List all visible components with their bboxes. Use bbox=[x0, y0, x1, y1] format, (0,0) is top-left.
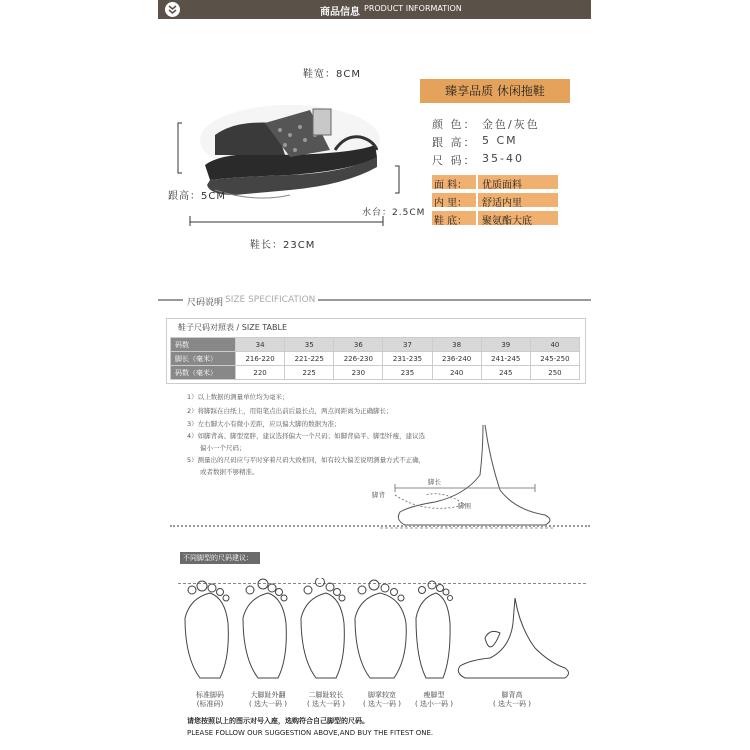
tagline: 臻享品质 休闲拖鞋 bbox=[445, 84, 545, 98]
suggestion-cn: 请您按照以上的图示对号入座，选购符合自己脚型的尺码。 bbox=[187, 717, 369, 725]
size-table-title: 鞋子尺码对照表 / SIZE TABLE bbox=[178, 323, 288, 332]
foot-measure-illustration bbox=[365, 420, 565, 530]
foot-types-illustration bbox=[180, 578, 580, 690]
lining-label: 内 里： bbox=[434, 198, 468, 209]
section-divider-right bbox=[318, 299, 591, 301]
dotted-divider bbox=[170, 525, 590, 527]
foot-length-label: 脚长 bbox=[428, 478, 441, 486]
foot-type-sub: ( 选大一码 ) bbox=[249, 700, 287, 708]
lining-value: 舒适内里 bbox=[482, 198, 522, 209]
table-cell: 40 bbox=[530, 338, 579, 352]
table-cell: 37 bbox=[383, 338, 432, 352]
note-2: 2）将脚踩在白纸上，用铅笔点出前后最长点，两点间距离为正确脚长； bbox=[187, 407, 393, 415]
note-4b: 偏小一个尺码； bbox=[200, 444, 246, 452]
table-cell: 220 bbox=[236, 366, 285, 380]
table-cell: 250 bbox=[530, 366, 579, 380]
table-row bbox=[171, 338, 580, 352]
foot-type-sub: ( 选大一码 ) bbox=[307, 700, 345, 708]
spec-color-value: 金色/灰色 bbox=[482, 118, 540, 131]
table-cell: 221-225 bbox=[285, 352, 334, 366]
foot-type-sub: ( 选大一码 ) bbox=[363, 700, 401, 708]
spec-size-label: 尺 码： bbox=[432, 154, 477, 167]
foot-type-label: 二脚趾较长 bbox=[308, 691, 344, 699]
foot-type-sub: ( 选大一码 ) bbox=[493, 700, 531, 708]
table-cell: 240 bbox=[432, 366, 481, 380]
foot-type-label: 脚背高 bbox=[501, 691, 523, 699]
table-cell: 39 bbox=[481, 338, 530, 352]
table-cell: 225 bbox=[285, 366, 334, 380]
spec-color-label: 颜 色： bbox=[432, 118, 477, 131]
foot-types-tag: 不同脚型的尺码建议： bbox=[183, 554, 253, 562]
table-cell: 34 bbox=[236, 338, 285, 352]
note-5: 5）测量出的尺码应与平时穿着尺码大致相同，如有较大偏差说明测量方式不正确， bbox=[187, 456, 426, 464]
foot-type-label: 脚掌较宽 bbox=[368, 691, 396, 699]
header-title-cn: 商品信息 bbox=[320, 7, 360, 18]
row-header: 码数 bbox=[171, 338, 236, 352]
table-cell: 241-245 bbox=[481, 352, 530, 366]
spec-heel-value: 5 CM bbox=[482, 134, 518, 147]
foot-height-label: 脚背 bbox=[372, 491, 385, 499]
foot-type-label: 瘦脚型 bbox=[423, 691, 445, 699]
chevron-down-icon bbox=[165, 2, 180, 17]
table-cell: 235 bbox=[383, 366, 432, 380]
size-section-title-cn: 尺码说明 bbox=[187, 298, 224, 308]
header-title-en: PRODUCT INFORMATION bbox=[364, 4, 462, 13]
material-value: 优质面料 bbox=[482, 180, 522, 191]
spec-heel-label: 跟 高： bbox=[432, 136, 477, 149]
note-5b: 或者数据不够精准。 bbox=[200, 468, 259, 476]
table-cell: 36 bbox=[334, 338, 383, 352]
suggestion-en: PLEASE FOLLOW OUR SUGGESTION ABOVE,AND BUY THE FITEST ONE. bbox=[187, 729, 434, 737]
table-cell: 230 bbox=[334, 366, 383, 380]
table-row bbox=[171, 366, 580, 380]
section-divider-left bbox=[158, 299, 183, 301]
table-cell: 216-220 bbox=[236, 352, 285, 366]
foot-type-label: 大脚趾外翻 bbox=[250, 691, 286, 699]
table-row bbox=[171, 352, 580, 366]
foot-type-label: 标准脚码 bbox=[196, 691, 224, 699]
table-cell: 226-230 bbox=[334, 352, 383, 366]
length-label: 鞋长：23CM bbox=[250, 240, 316, 251]
sole-label: 鞋 底： bbox=[434, 216, 468, 227]
size-table bbox=[170, 337, 580, 380]
table-cell: 245-250 bbox=[530, 352, 579, 366]
material-label: 面 料： bbox=[434, 180, 468, 191]
foot-type-sub: ( 选小一码 ) bbox=[415, 700, 453, 708]
table-cell: 245 bbox=[481, 366, 530, 380]
spec-size-value: 35-40 bbox=[482, 152, 524, 165]
dimension-lines bbox=[170, 118, 400, 238]
row-header: 码数（毫米） bbox=[171, 366, 236, 380]
size-section-title-en: SIZE SPECIFICATION bbox=[225, 295, 316, 305]
table-cell: 35 bbox=[285, 338, 334, 352]
table-cell: 231-235 bbox=[383, 352, 432, 366]
table-cell: 236-240 bbox=[432, 352, 481, 366]
note-3: 3）左右脚大小有微小差距，应以偏大脚的数据为准； bbox=[187, 420, 341, 428]
row-header: 脚长（毫米） bbox=[171, 352, 236, 366]
sole-value: 聚氨酯大底 bbox=[482, 216, 532, 227]
note-4: 4）如脚背高、脚型宽胖，建议选择偏大一个尺码；如脚背扁平、脚型纤瘦，建议选 bbox=[187, 432, 426, 440]
table-cell: 38 bbox=[432, 338, 481, 352]
foot-type-sub: (标准码) bbox=[196, 700, 224, 708]
heel-label: 跟高：5CM bbox=[168, 191, 226, 202]
platform-label: 水台：2.5CM bbox=[362, 208, 426, 218]
width-label: 鞋宽：8CM bbox=[303, 69, 361, 80]
foot-width-label: 脚围 bbox=[458, 502, 471, 510]
note-1: 1）以上数据的测量单位均为毫米； bbox=[187, 393, 289, 401]
